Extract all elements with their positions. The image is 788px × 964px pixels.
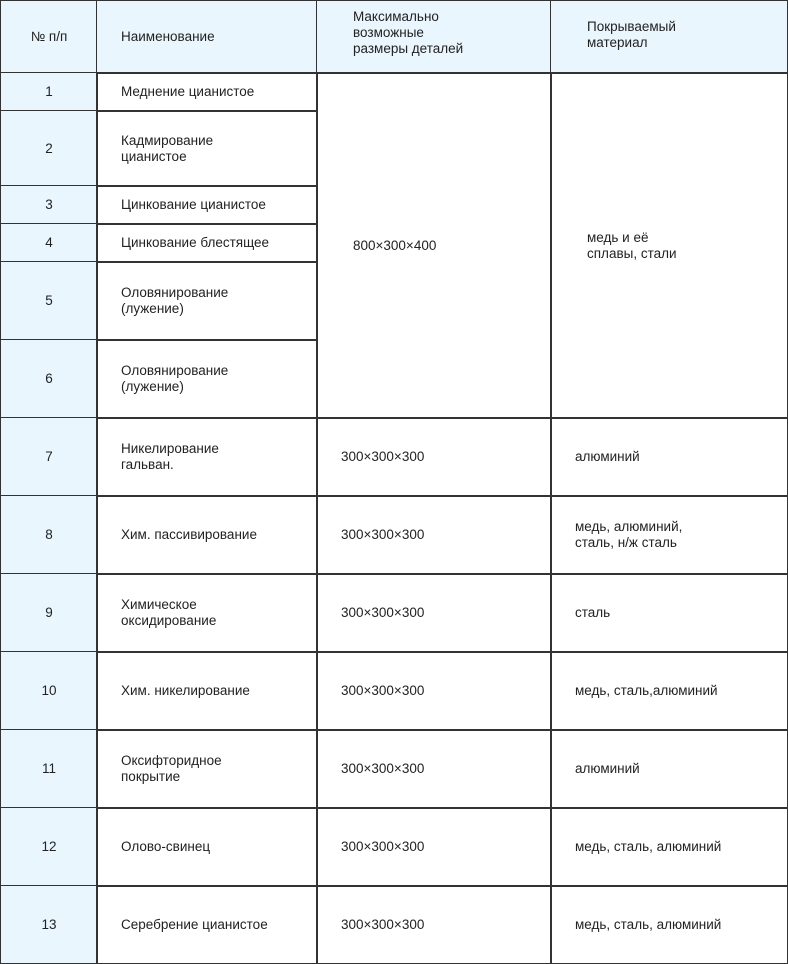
merged-size: 800×300×400: [316, 72, 552, 419]
row-num: 4: [0, 223, 98, 263]
row-num: 2: [0, 110, 98, 187]
row-num: 8: [0, 495, 98, 575]
row-size: 300×300×300: [316, 651, 552, 731]
row-material: медь, сталь, алюминий: [550, 807, 788, 887]
header-size: Максимально возможные размеры деталей: [316, 0, 552, 74]
row-num: 9: [0, 573, 98, 653]
row-name: Цинкование цианистое: [96, 185, 318, 225]
header-name: Наименование: [96, 0, 318, 74]
row-name: Оловянирование (лужение): [96, 261, 318, 341]
row-num: 11: [0, 729, 98, 809]
row-name: Меднение цианистое: [96, 72, 318, 112]
row-material: алюминий: [550, 417, 788, 497]
row-size: 300×300×300: [316, 417, 552, 497]
row-name: Никелирование гальван.: [96, 417, 318, 497]
row-num: 6: [0, 339, 98, 419]
row-num: 12: [0, 807, 98, 887]
row-name: Хим. никелирование: [96, 651, 318, 731]
row-name: Химическое оксидирование: [96, 573, 318, 653]
row-name: Серебрение цианистое: [96, 885, 318, 964]
row-size: 300×300×300: [316, 495, 552, 575]
merged-material: медь и её сплавы, стали: [550, 72, 788, 419]
header-material: Покрываемый материал: [550, 0, 788, 74]
row-size: 300×300×300: [316, 885, 552, 964]
row-material: медь, сталь,алюминий: [550, 651, 788, 731]
row-size: 300×300×300: [316, 807, 552, 887]
row-num: 10: [0, 651, 98, 731]
row-material: алюминий: [550, 729, 788, 809]
row-name: Олово-свинец: [96, 807, 318, 887]
row-num: 3: [0, 185, 98, 225]
header-num: № п/п: [0, 0, 98, 74]
row-size: 300×300×300: [316, 729, 552, 809]
row-name: Оксифторидное покрытие: [96, 729, 318, 809]
row-name: Хим. пассивирование: [96, 495, 318, 575]
row-material: медь, сталь, алюминий: [550, 885, 788, 964]
row-material: медь, алюминий, сталь, н/ж сталь: [550, 495, 788, 575]
row-num: 7: [0, 417, 98, 497]
row-name: Цинкование блестящее: [96, 223, 318, 263]
row-name: Оловянирование (лужение): [96, 339, 318, 419]
row-num: 5: [0, 261, 98, 341]
row-material: сталь: [550, 573, 788, 653]
row-num: 1: [0, 72, 98, 112]
row-num: 13: [0, 885, 98, 964]
row-name: Кадмирование цианистое: [96, 110, 318, 187]
row-size: 300×300×300: [316, 573, 552, 653]
